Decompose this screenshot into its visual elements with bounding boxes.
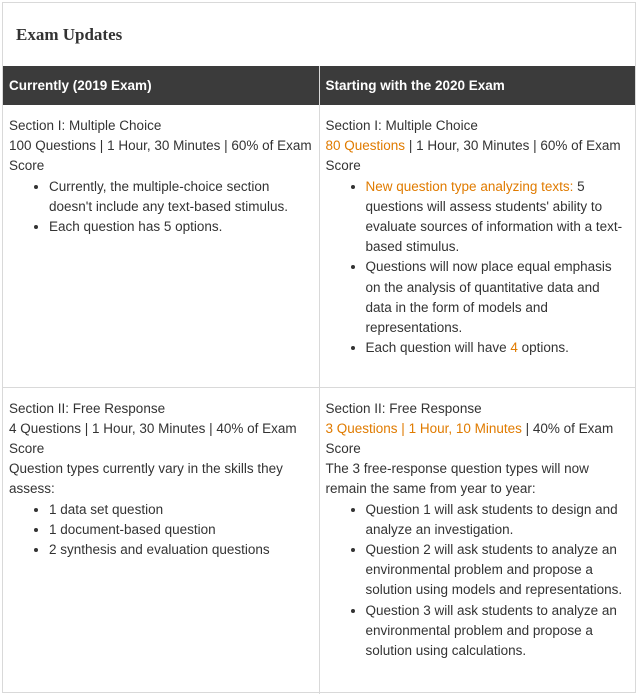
separator-text: | — [397, 420, 409, 436]
section-details: 100 Questions | 1 Hour, 30 Minutes | 60% of Exam Score — [9, 138, 312, 174]
bullet-list — [326, 177, 630, 359]
bullet-list — [9, 177, 313, 238]
list-item — [366, 338, 630, 358]
exam-updates-card — [2, 2, 636, 693]
details-text: | 40% of Exam Score — [325, 420, 614, 456]
header-new: Starting with the 2020 Exam — [319, 66, 635, 105]
cell-current-mc — [3, 105, 319, 387]
section-details — [326, 136, 630, 176]
section-details — [326, 419, 630, 459]
details-text: | 1 Hour, 30 Minutes | 60% of Exam Score — [325, 138, 621, 174]
highlight-text: 4 — [510, 340, 518, 356]
list-item: • 1 document-based question — [49, 520, 313, 540]
bullet-list — [326, 500, 630, 662]
list-item: • Question 1 will ask students to design and analyze an investigation. — [366, 500, 630, 540]
section-intro: Question types currently vary in the skills they assess: — [9, 461, 283, 497]
cell-new-mc — [319, 105, 635, 387]
list-item: • 2 synthesis and evaluation questions — [49, 540, 313, 560]
section-heading: Section I: Multiple Choice — [325, 118, 478, 133]
table-row-multiple-choice — [3, 105, 635, 387]
item-text: options. — [517, 340, 569, 356]
section-heading: Section II: Free Response — [9, 400, 166, 416]
list-item — [366, 177, 630, 258]
item-text: 5 questions will assess students' ability to evaluate sources of information with a text-based stimulus. — [365, 178, 623, 255]
list-item: • Currently, the multiple-choice section doesn't include any text-based stimulus. — [49, 177, 313, 217]
bullet-list — [9, 500, 313, 561]
list-item: • Question 2 will ask students to analyze an environmental problem and propose a solution using models and representations. — [366, 540, 630, 601]
page-title: Exam Updates — [16, 25, 123, 44]
highlight-text: 3 Questions — [325, 420, 398, 436]
highlight-text: New question type analyzing texts: — [365, 178, 574, 194]
section-heading: Section I: Multiple Choice — [9, 118, 162, 133]
cell-new-fr — [319, 387, 635, 694]
cell-current-fr — [3, 387, 319, 694]
section-details: 4 Questions | 1 Hour, 30 Minutes | 40% of Exam Score — [9, 420, 297, 456]
section-heading: Section II: Free Response — [325, 400, 482, 416]
list-item: • Question 3 will ask students to analyze an environmental problem and propose a solution using calculations. — [366, 601, 630, 662]
list-item: • Questions will now place equal emphasis on the analysis of quantitative data and data in the form of models and representations. — [366, 257, 630, 338]
list-item: • 1 data set question — [49, 500, 313, 520]
header-current: Currently (2019 Exam) — [3, 66, 319, 105]
list-item: • Each question has 5 options. — [49, 217, 313, 237]
comparison-table — [3, 66, 635, 694]
highlight-text: 80 Questions — [325, 138, 406, 154]
highlight-text: 1 Hour, 10 Minutes — [408, 420, 522, 436]
section-intro: The 3 free-response question types will now remain the same from year to year: — [325, 461, 589, 497]
table-header-row — [3, 66, 635, 105]
table-row-free-response — [3, 387, 635, 694]
item-text: Each question will have — [365, 340, 511, 356]
